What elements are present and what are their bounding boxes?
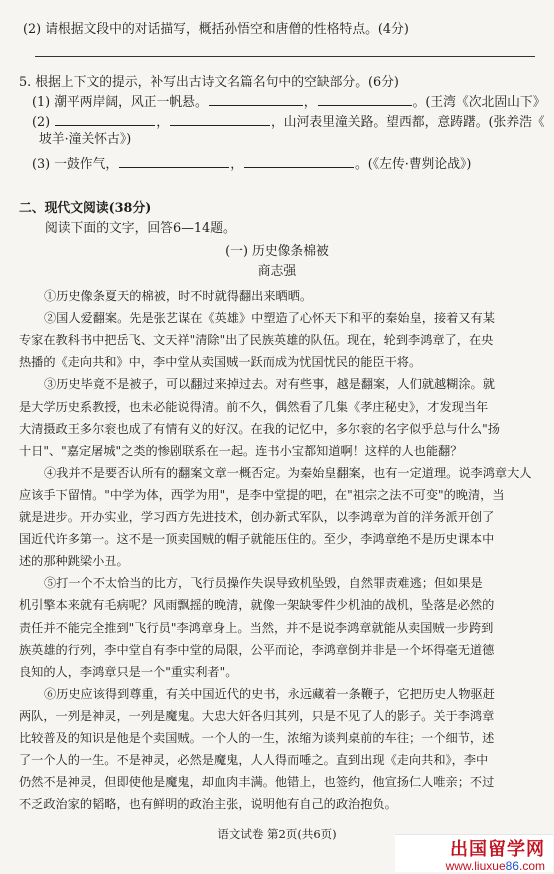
watermark-url-prefix: www.liuxue [445, 858, 506, 873]
paragraph-line: 责任并不能完全推到"飞行员"李鸿章身上。当然，并不是说李鸿章就能从卖国贼一步跨到 [19, 621, 494, 635]
paragraph-line: 两队，一列是神灵，一列是魔鬼。大忠大奸各归其列，只是不见了人的影子。关于李鸿章 [19, 709, 495, 723]
paragraph-line: 十日"、"嘉定屠城"之类的惨剧联系在一起。连书小宝都知道啊！这样的人也能翻？ [19, 444, 463, 458]
paragraph-line: ⑥历史应该得到尊重，有关中国近代的史书，永远藏着一条鞭子，它把历史人物驱赶 [44, 687, 495, 701]
paragraph-line: 述的那种跳梁小丑。 [19, 554, 129, 568]
paragraph-line: ③历史毕竟不是被子，可以翻过来掉过去。对有些事，越是翻案，人们就越糊涂。就 [44, 377, 495, 391]
item1-text-b: 。(王湾《次北固山下》 [412, 95, 546, 110]
paragraph-line: 应该手下留情。"中学为体，西学为用"，是李中堂提的吧，在"祖宗之法不可变"的晚清，当 [19, 488, 505, 502]
paragraph-line: 不乏政治家的韬略，也有鲜明的政治主张，说明他有自己的政治抱负。 [19, 797, 397, 811]
section-2-instruction: 阅读下面的文字，回答6—14题。 [45, 221, 236, 236]
paragraph-line: 仍然不是神灵，但即使他是魔鬼，却血肉丰满。他错上，也签约，他宣扬仁人唯亲；不过 [19, 775, 495, 789]
item1-text-a: (1) 潮平两岸阔，风正一帆悬。 [32, 95, 208, 110]
paragraph-line: 大清摄政王多尔衮也成了有情有义的好汉。在我的记忆中，多尔衮的名字似乎总与什么"扬 [19, 422, 500, 436]
paragraph-line: 机引擎本来就有毛病呢？风雨飘摇的晚清，就像一架缺零件少机油的战机，坠落是必然的 [19, 598, 495, 612]
paragraph-line: 就是进步。开办实业，学习西方先进技术，创办新式军队，以李鸿章为首的洋务派开创了 [19, 510, 495, 524]
article-author: 商志强 [257, 264, 297, 279]
paragraph-line: 热播的《走向共和》中，李中堂从卖国贼一跃而成为忧国忧民的能臣干将。 [19, 355, 422, 369]
question-5-title: 5. 根据上下文的提示，补写出古诗文名篇名句中的空缺部分。(6分) [19, 75, 399, 90]
paragraph-line: ④我并不是要否认所有的翻案文章一概否定。为秦始皇翻案，也有一定道理。说李鸿章大人 [44, 466, 532, 480]
blank-1[interactable] [209, 93, 303, 106]
watermark-url-num: 86 [505, 858, 519, 873]
question-5-item-2-cont: 坡羊·潼关怀古》) [39, 132, 132, 147]
blank-5[interactable] [119, 155, 229, 168]
watermark-url [446, 859, 545, 873]
paragraph-line: 专家在教科书中把岳飞、文天祥"清除"出了民族英雄的队伍。现在，轮到李鸿章了，在央 [19, 333, 494, 347]
paragraph-line: 族英雄的行列，李中堂自有李中堂的局限，公平而论，李鸿章倒并非是一个坏得毫无道德 [19, 643, 495, 657]
site-watermark [395, 834, 553, 872]
article-subtitle: (一) 历史像条棉被 [225, 244, 329, 259]
paragraph-line: 良知的人，李鸿章只是一个"重实利者"。 [19, 665, 238, 679]
question-4-2: (2) 请根据文段中的对话描写，概括孙悟空和唐僧的性格特点。(4分) [23, 22, 409, 37]
watermark-url-suffix: .com [518, 858, 545, 873]
blank-6[interactable] [244, 155, 354, 168]
paragraph-line: ①历史像条夏天的棉被，时不时就得翻出来晒晒。 [44, 289, 313, 303]
page-footer: 语文试卷 第2页(共6页) [217, 827, 337, 841]
question-5-item-2: (2) ， ，山河表里潼关路。望西都，意踌躇。(张养浩《 [32, 115, 545, 130]
question-5-item-3: (3) 一鼓作气， ， 。(《左传·曹刿论战》) [32, 157, 472, 172]
paragraph-line: ②国人爱翻案。先是张艺谋在《英雄》中塑造了心怀天下和平的秦始皇，接着又有某 [44, 311, 495, 325]
item3-text-b: 。(《左传·曹刿论战》) [354, 157, 472, 172]
watermark-title: 出国留学网 [450, 838, 545, 859]
paragraph-line: 了一个人的一生。不是神灵，必然是魔鬼，人人得而唾之。直到出现《走向共和》，李中 [19, 753, 489, 767]
paragraph-line: ⑤打一个不太恰当的比方，飞行员操作失误导致机坠毁，自然罪责难逃；但如果是 [44, 576, 483, 590]
blank-2[interactable] [318, 93, 412, 106]
paragraph-line: 是大学历史系教授，也未必能说得清。前不久，偶然看了几集《孝庄秘史》，才发现当年 [19, 400, 489, 414]
paragraph-line: 国近代许多第一。这不是一顶卖国贼的帽子就能压住的。至少，李鸿章绝不是历史课本中 [19, 532, 495, 546]
section-2-title: 二、现代文阅读(38分) [19, 201, 152, 216]
item2-text-a: ，山河表里潼关路。望西都，意踌躇。(张养浩《 [271, 115, 545, 130]
paragraph-line: 比较普及的知识是他是个卖国贼。一个人的一生，浓缩为谈判桌前的车往；一个细节，述 [19, 731, 495, 745]
question-5-item-1: (1) 潮平两岸阔，风正一帆悬。 ， 。(王湾《次北固山下》 [32, 95, 546, 110]
answer-line [35, 56, 535, 57]
item3-text-a: (3) 一鼓作气， [32, 157, 119, 172]
blank-4[interactable] [170, 113, 270, 126]
blank-3[interactable] [55, 113, 155, 126]
